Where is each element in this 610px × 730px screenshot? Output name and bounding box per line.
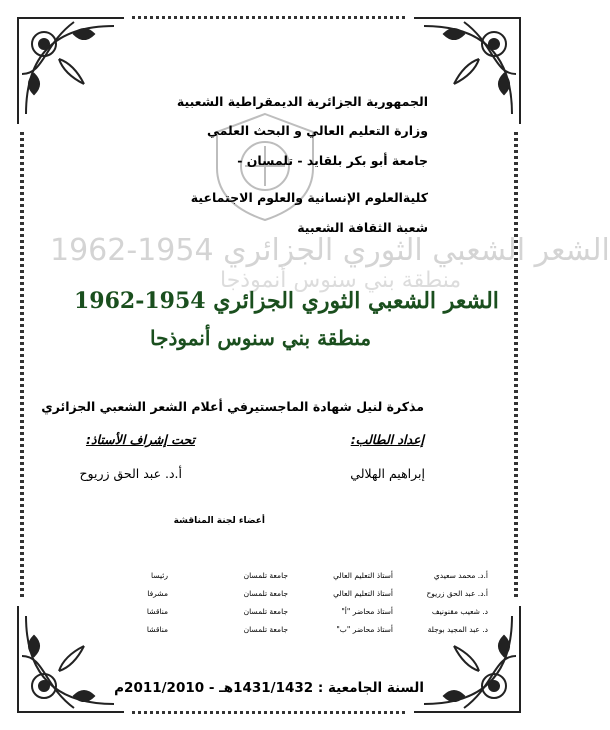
republic-name: الجمهورية الجزائرية الديمقراطية الشعبية — [176, 94, 428, 109]
frame-left-edge — [20, 132, 24, 598]
member-rank: أستاذ محاضر "ب" — [336, 624, 393, 634]
frame-bottom-edge — [132, 711, 406, 714]
title-watermark: الشعر الشعبي الثوري الجزائري 1954-1962 — [50, 233, 610, 268]
member-rank: أستاذ محاضر "أ" — [341, 606, 393, 616]
member-institution: جامعة تلمسان — [243, 606, 288, 616]
table-row — [88, 566, 488, 584]
thesis-subtitle: منطقة بني سنوس أنموذجا — [150, 326, 372, 350]
member-name: أ.د. عبد الحق زريوح — [426, 588, 488, 598]
member-institution: جامعة تلمسان — [243, 570, 288, 580]
frame-right-edge — [514, 132, 518, 598]
thesis-field: في أعلام الشعر الشعبي الجزائري — [41, 399, 248, 414]
thesis-degree: مذكرة لنيل شهادة الماجستير — [246, 399, 424, 414]
thesis-title: الشعر الشعبي الثوري الجزائري 1954-1962 — [74, 288, 499, 314]
ministry-name: وزارة التعليم العالي و البحث العلمي — [206, 123, 428, 138]
faculty-name: كليةالعلوم الإنسانية والعلوم الاجتماعية — [190, 190, 428, 205]
corner-ornament-icon — [14, 14, 132, 132]
committee-title: أعضاء لجنة المناقشة — [173, 516, 265, 526]
student-label: إعداد الطالب: — [350, 432, 424, 447]
frame-top-edge — [132, 16, 406, 19]
supervisor-label: تحت إشراف الأستاذ: — [85, 432, 195, 447]
member-rank: أستاذ التعليم العالي — [333, 570, 393, 580]
member-role: مشرفا — [147, 588, 168, 598]
member-role: مناقشا — [146, 606, 168, 616]
table-row — [88, 620, 488, 638]
academic-year: السنة الجامعية : 1431/1432هـ - 2011/2010م — [114, 680, 424, 696]
supervisor-name: أ.د. عبد الحق زريوح — [79, 466, 182, 481]
department-name: شعبة الثقافة الشعبية — [297, 220, 428, 235]
member-role: رئيسا — [151, 570, 168, 580]
student-name: إبراهيم الهلالي — [350, 466, 425, 481]
member-name: أ.د. محمد سعيدي — [433, 570, 488, 580]
member-institution: جامعة تلمسان — [243, 624, 288, 634]
corner-ornament-icon — [406, 14, 524, 132]
table-row — [88, 584, 488, 602]
member-role: مناقشا — [146, 624, 168, 634]
table-row — [88, 602, 488, 620]
subtitle-watermark: منطقة بني سنوس أنموذجا — [220, 268, 462, 293]
member-name: د. شعيب مقنونيف — [431, 606, 488, 616]
university-name: جامعة أبو بكر بلقايد - تلمسان - — [237, 153, 428, 168]
member-rank: أستاذ التعليم العالي — [333, 588, 393, 598]
member-institution: جامعة تلمسان — [243, 588, 288, 598]
committee-table — [88, 566, 488, 638]
member-name: د. عبد المجيد بوجلة — [427, 624, 488, 634]
